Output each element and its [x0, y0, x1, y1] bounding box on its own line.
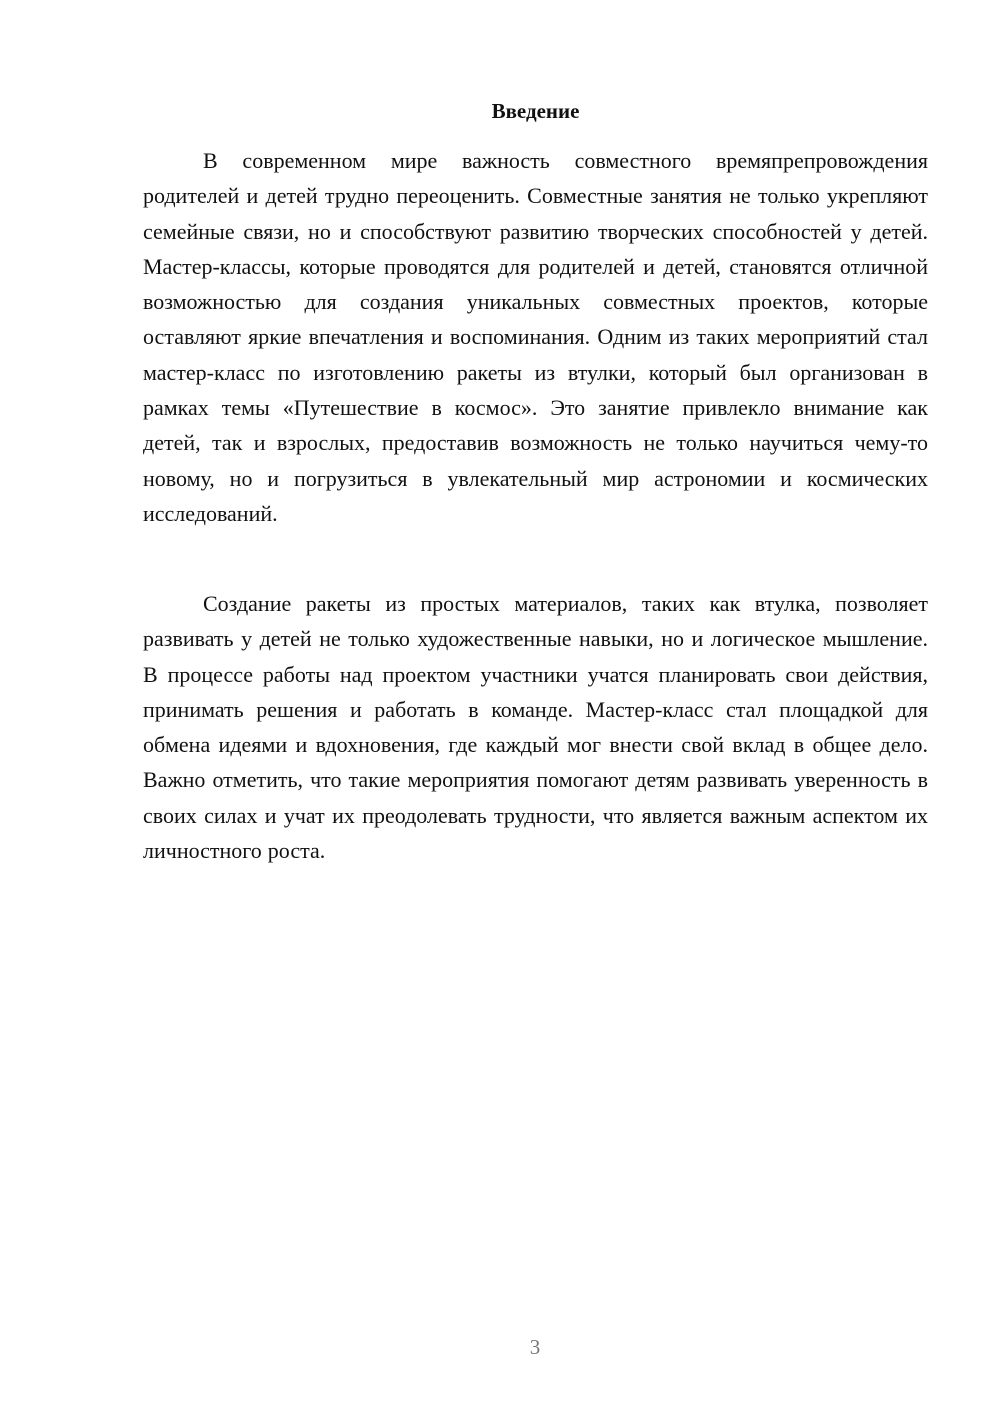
paragraph-block-1 — [143, 143, 928, 531]
page-number: 3 — [529, 1335, 541, 1359]
paragraph-2: Создание ракеты из простых материалов, таких как втулка, позволяет развивать у детей не только художественные навыки, но и логическое мышление. В процессе работы над проектом участники учатся планировать свои действия, принимать решения и работать в команде. Мастер-класс стал площадкой для обмена идеями и вдохновения, где каждый мог внести свой вклад в общее дело. Важно отметить, что такие мероприятия помогают детям развивать уверенность в своих силах и учат их преодолевать трудности, что является важным аспектом их личностного роста. — [143, 591, 928, 864]
paragraph-1: В современном мире важность совместного времяпрепровождения родителей и детей трудно переоценить. Совместные занятия не только укрепляют семейные связи, но и способствуют развитию творческих способностей у детей. Мастер-классы, которые проводятся для родителей и детей, становятся отличной возможностью для создания уникальных совместных проектов, которые оставляют яркие впечатления и воспоминания. Одним из таких мероприятий стал мастер-класс по изготовлению ракеты из втулки, который был организован в рамках темы «Путешествие в космос». Это занятие привлекло внимание как детей, так и взрослых, предоставив возможность не только научиться чему-то новому, но и погрузиться в увлекательный мир астрономии и космических исследований. — [143, 148, 928, 526]
paragraph-block-2 — [143, 586, 928, 868]
section-heading: Введение — [491, 99, 580, 123]
